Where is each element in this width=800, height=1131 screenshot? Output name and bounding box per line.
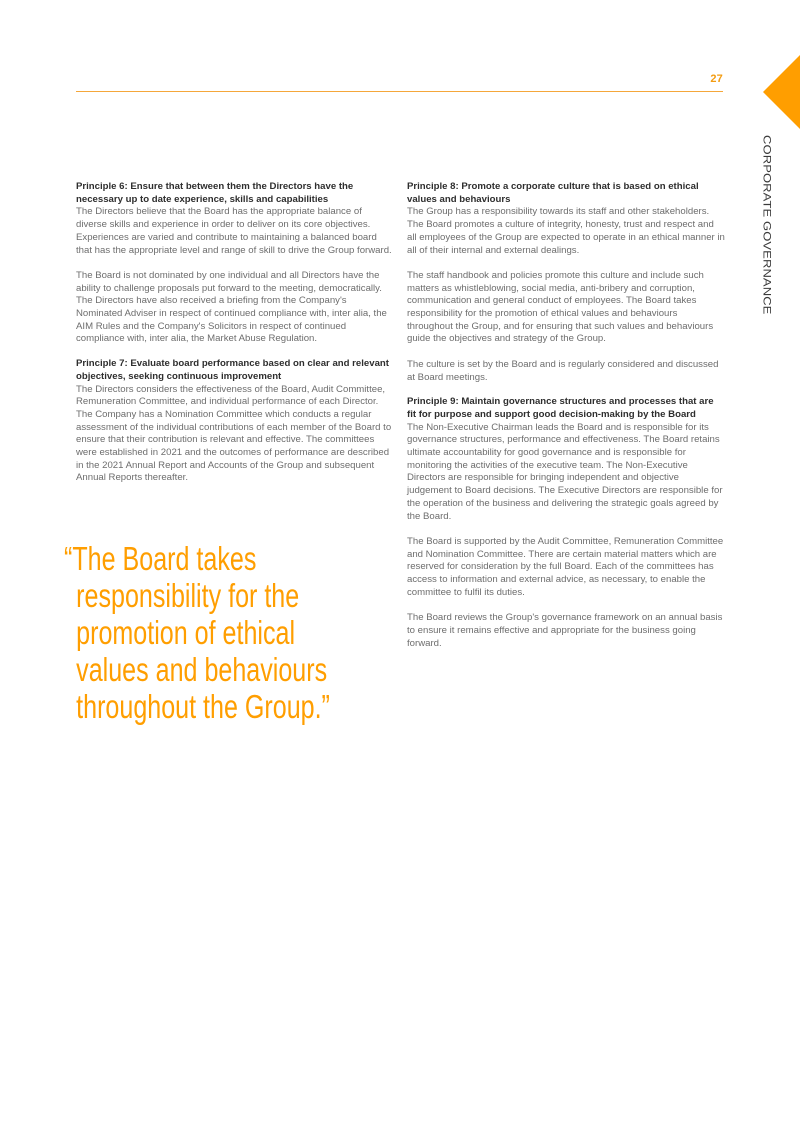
- principle-8-paragraph: The culture is set by the Board and is regularly considered and discussed at Board meetings.: [407, 358, 719, 383]
- principle-7-section: [76, 358, 394, 485]
- principle-7-heading: Principle 7: Evaluate board performance based on clear and relevant objectives, seeking continuous improvement: [76, 358, 389, 382]
- principle-9-paragraph: The Board is supported by the Audit Committee, Remuneration Committee and Nomination Committee. There are certain material matters which are reserved for consideration by the full Board. Each of the committees has access to information and external advice, as necessary, to enable the committee to fulfil its duties.: [407, 535, 724, 598]
- principle-8-heading: Principle 8: Promote a corporate culture that is based on ethical values and behaviours: [407, 181, 699, 205]
- principle-9-section: [407, 396, 725, 650]
- page-number: 27: [710, 73, 723, 85]
- left-column: [76, 181, 394, 497]
- principle-6-paragraph: The Board is not dominated by one individual and all Directors have the ability to challenge proposals put forward to the meeting, democratically. The Directors have also received a briefing from the Company's Nominated Adviser in respect of continued compliance with, inter alia, the AIM Rules and the Company's Solicitors in respect of continued compliance with, inter alia, the Market Abuse Regulation.: [76, 269, 387, 345]
- principle-6-heading: Principle 6: Ensure that between them the Directors have the necessary up to date experience, skills and capabilities: [76, 181, 354, 205]
- pull-quote-line: responsibility for the: [76, 577, 300, 614]
- right-column: [407, 181, 725, 662]
- principle-8-paragraph: The staff handbook and policies promote this culture and include such matters as whistleblowing, social media, anti-bribery and corruption, communication and general conduct of employees. The Board takes responsibility for the promotion of ethical values and behaviours throughout the Group, and for ensuring that such values and behaviours guide the objectives and strategy of the Group.: [407, 269, 714, 345]
- pull-quote-line: values and behaviours: [76, 651, 328, 688]
- principle-9-heading: Principle 9: Maintain governance structures and processes that are fit for purpose and support good decision-making by the Board: [407, 396, 714, 420]
- pull-quote-line: throughout the Group.”: [76, 688, 330, 725]
- principle-7-paragraph: The Directors considers the effectiveness of the Board, Audit Committee, Remuneration Committee, and individual performance of each Director. The Company has a Nomination Committee which conducts a regular assessment of the individual contributions of each member of the Board to ensure that their contribution is relevant and effective. The committees were established in 2021 and the outcomes of performance are described in the 2021 Annual Report and Accounts of the Group and subsequent Annual Reports thereafter.: [76, 383, 392, 484]
- section-label: CORPORATE GOVERNANCE: [761, 135, 774, 315]
- pull-quote: [64, 540, 330, 725]
- corner-triangle-tab: [763, 55, 800, 129]
- principle-8-paragraph: The Group has a responsibility towards its staff and other stakeholders. The Board promotes a culture of integrity, honesty, trust and respect and all employees of the Group are expected to operate in an ethical manner in all of their internal and external dealings.: [407, 206, 725, 256]
- principle-9-paragraph: The Board reviews the Group's governance framework on an annual basis to ensure it remains effective and appropriate for the business going forward.: [407, 612, 723, 649]
- pull-quote-line: promotion of ethical: [76, 614, 296, 651]
- header-divider: [76, 91, 723, 92]
- pull-quote-line: “The Board takes: [64, 540, 257, 577]
- principle-6-section: [76, 181, 394, 346]
- principle-8-section: [407, 181, 725, 384]
- principle-6-paragraph: The Directors believe that the Board has the appropriate balance of diverse skills and experience in order to deliver on its core objectives. Experiences are varied and contribute to maintaining a balanced board that has the appropriate level and range of skill to drive the Group forward.: [76, 206, 392, 256]
- principle-9-paragraph: The Non-Executive Chairman leads the Board and is responsible for its governance structures, performance and effectiveness. The Board retains ultimate accountability for good governance and is responsible for monitoring the activities of the executive team. The Non-Executive Directors are responsible for bringing independent and objective judgement to Board decisions. The Executive Directors are responsible for the operation of the business and delivering the strategic goals agreed by the Board.: [407, 421, 723, 522]
